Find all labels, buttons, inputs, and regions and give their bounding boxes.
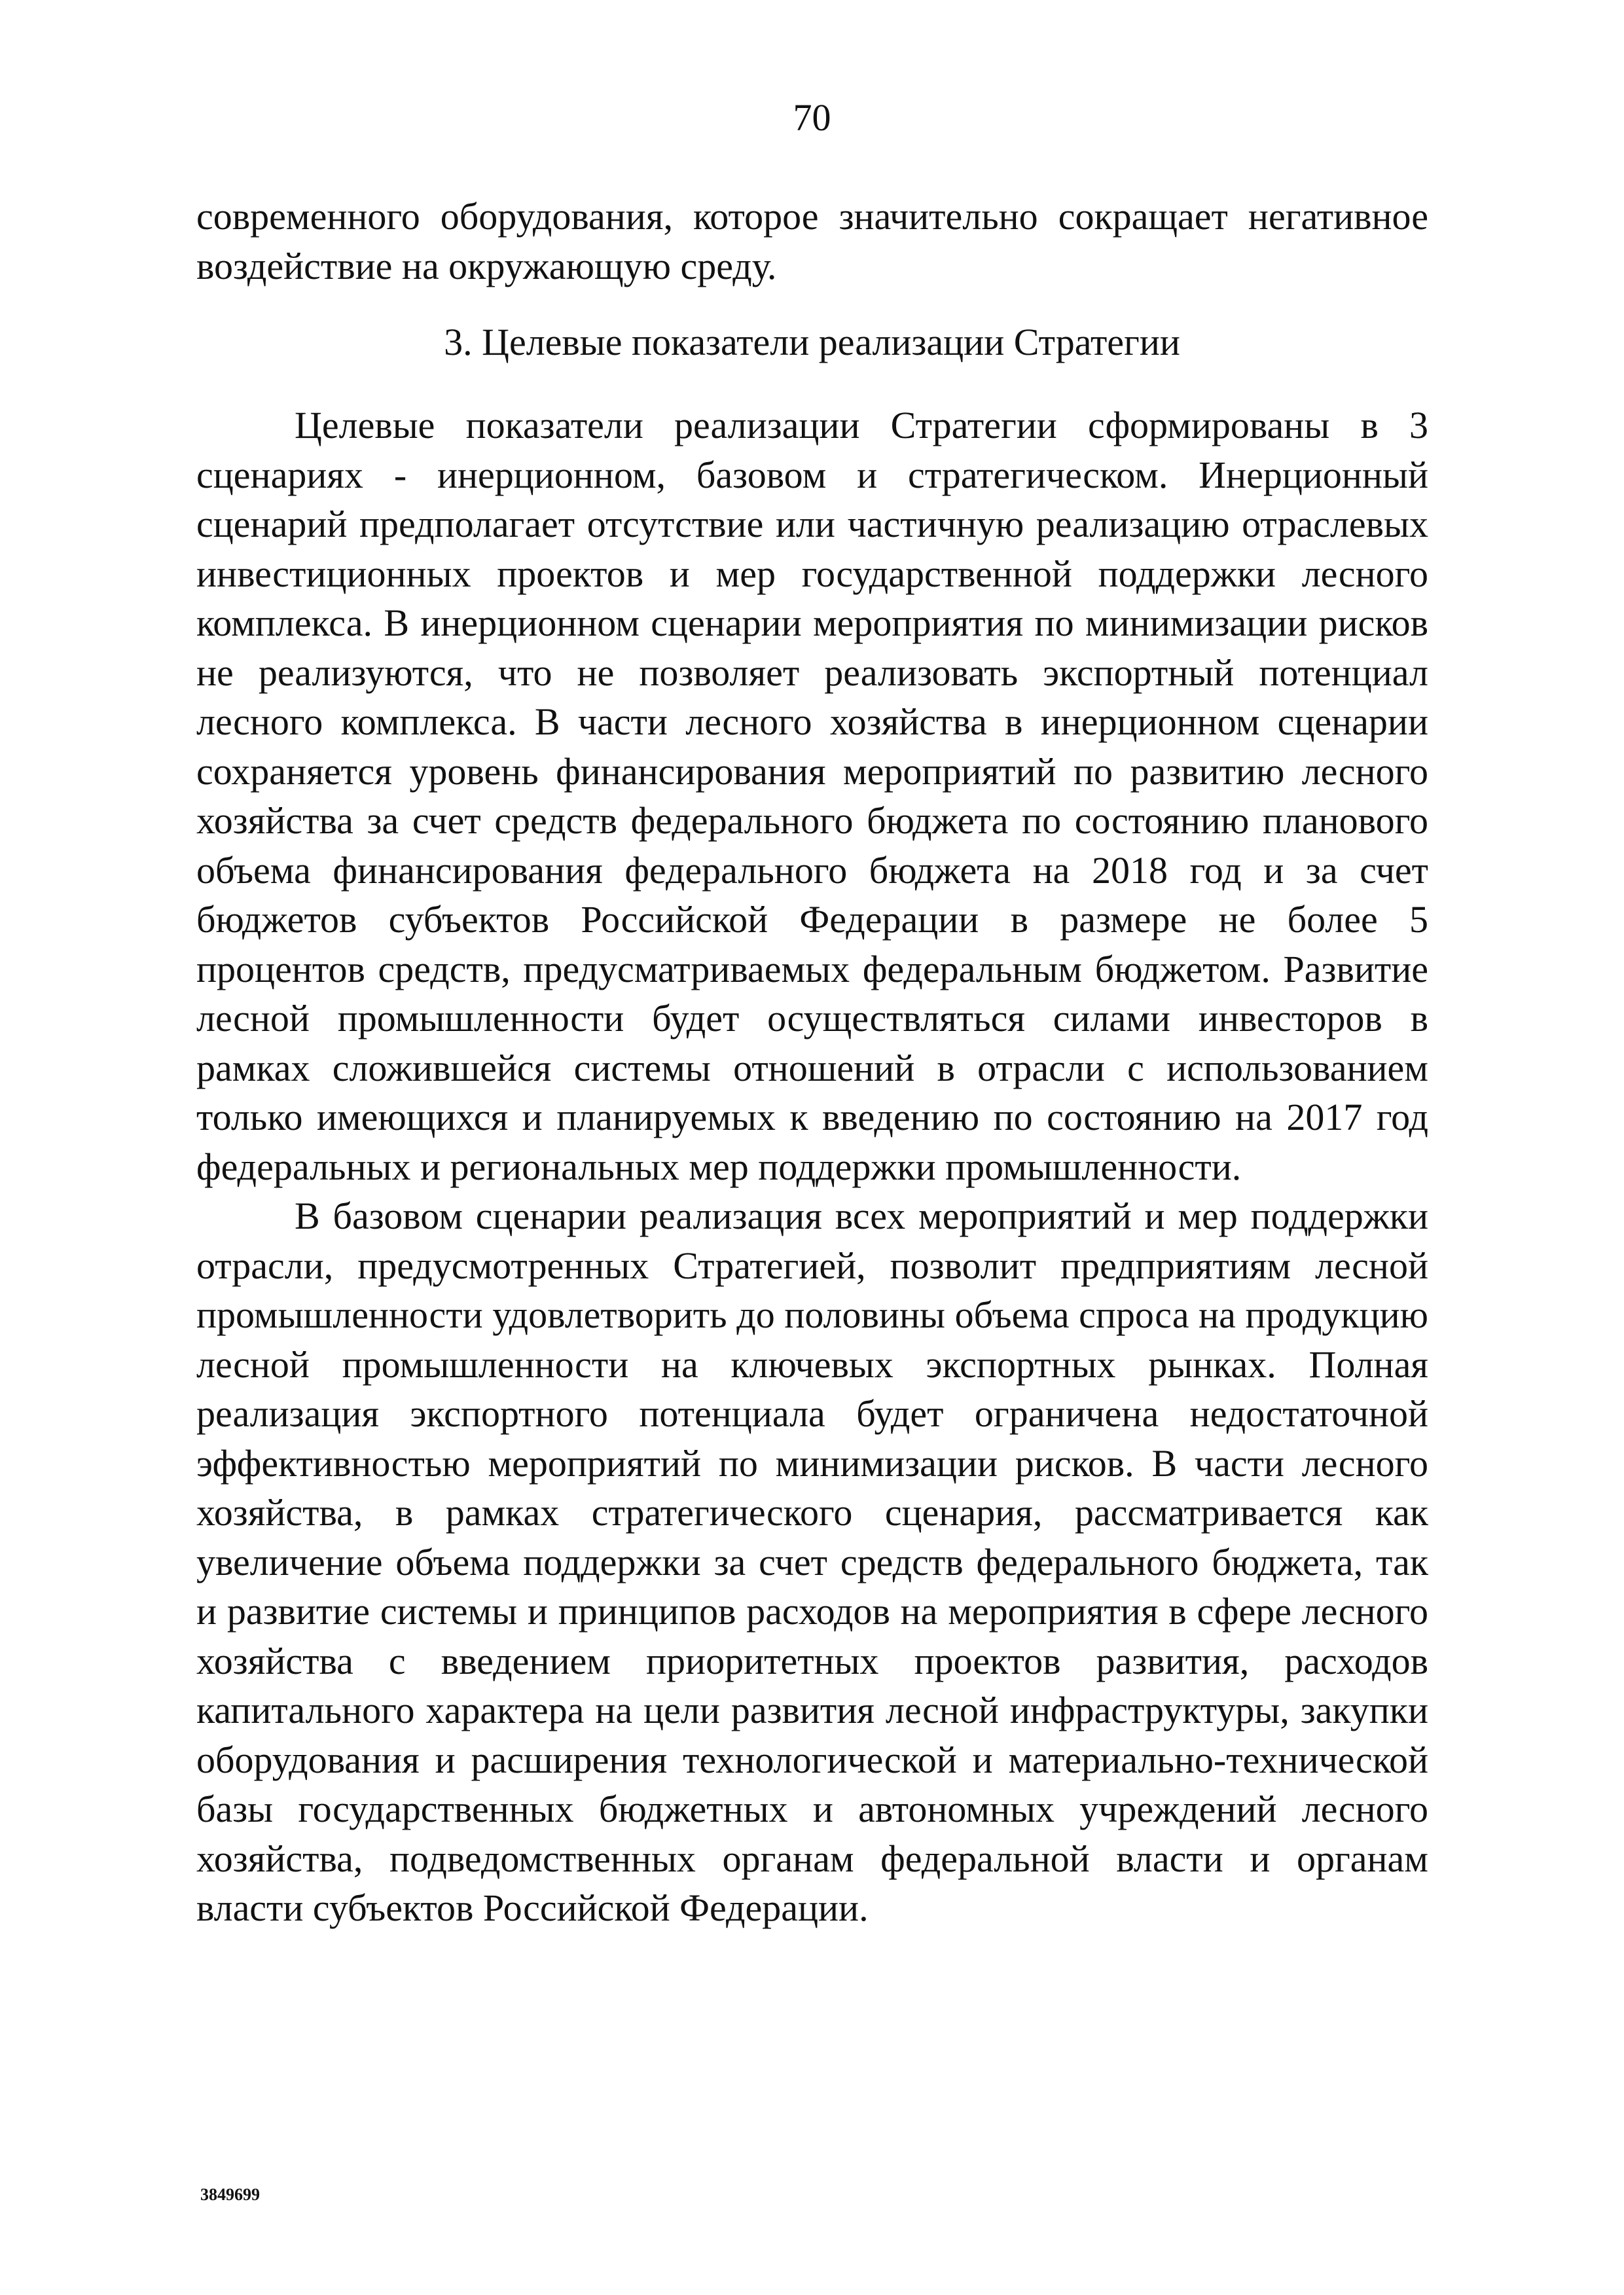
intro-paragraph (196, 192, 1428, 291)
intro-text: современного оборудования, которое значительно сокращает негативное воздействие на окружающую среду. (196, 195, 1428, 287)
section-body (196, 401, 1428, 1933)
paragraph-scenarios: Целевые показатели реализации Стратегии сформированы в 3 сценариях - инерционном, базовом и стратегическом. Инерционный сценарий предполагает отсутствие или частичную реализацию отраслевых инвестиционных проектов и мер государственной поддержки лесного комплекса. В инерционном сценарии мероприятия по минимизации рисков не реализуются, что не позволяет реализовать экспортный потенциал лесного комплекса. В части лесного хозяйства в инерционном сценарии сохраняется уровень финансирования мероприятий по развитию лесного хозяйства за счет средств федерального бюджета по состоянию планового объема финансирования федерального бюджета на 2018 год и за счет бюджетов субъектов Российской Федерации в размере не более 5 процентов средств, предусматриваемых федеральным бюджетом. Развитие лесной промышленности будет осуществляться силами инвесторов в рамках сложившейся системы отношений в отрасли с использованием только имеющихся и планируемых к введению по состоянию на 2017 год федеральных и региональных мер поддержки промышленности. (196, 404, 1428, 1188)
document-code: 3849699 (200, 2185, 260, 2204)
page-number: 70 (793, 96, 831, 139)
paragraph-base-scenario: В базовом сценарии реализация всех мероприятий и мер поддержки отрасли, предусмотренных Стратегией, позволит предприятиям лесной промышленности удовлетворить до половины объема спроса на продукцию лесной промышленности на ключевых экспортных рынках. Полная реализация экспортного потенциала будет ограничена недостаточной эффективностью мероприятий по минимизации рисков. В части лесного хозяйства, в рамках стратегического сценария, рассматривается как увеличение объема поддержки за счет средств федерального бюджета, так и развитие системы и принципов расходов на мероприятия в сфере лесного хозяйства с введением приоритетных проектов развития, расходов капитального характера на цели развития лесной инфраструктуры, закупки оборудования и расширения технологической и материально-технической базы государственных бюджетных и автономных учреждений лесного хозяйства, подведомственных органам федеральной власти и органам власти субъектов Российской Федерации. (196, 1195, 1428, 1929)
section-heading: 3. Целевые показатели реализации Стратегии (444, 321, 1180, 363)
